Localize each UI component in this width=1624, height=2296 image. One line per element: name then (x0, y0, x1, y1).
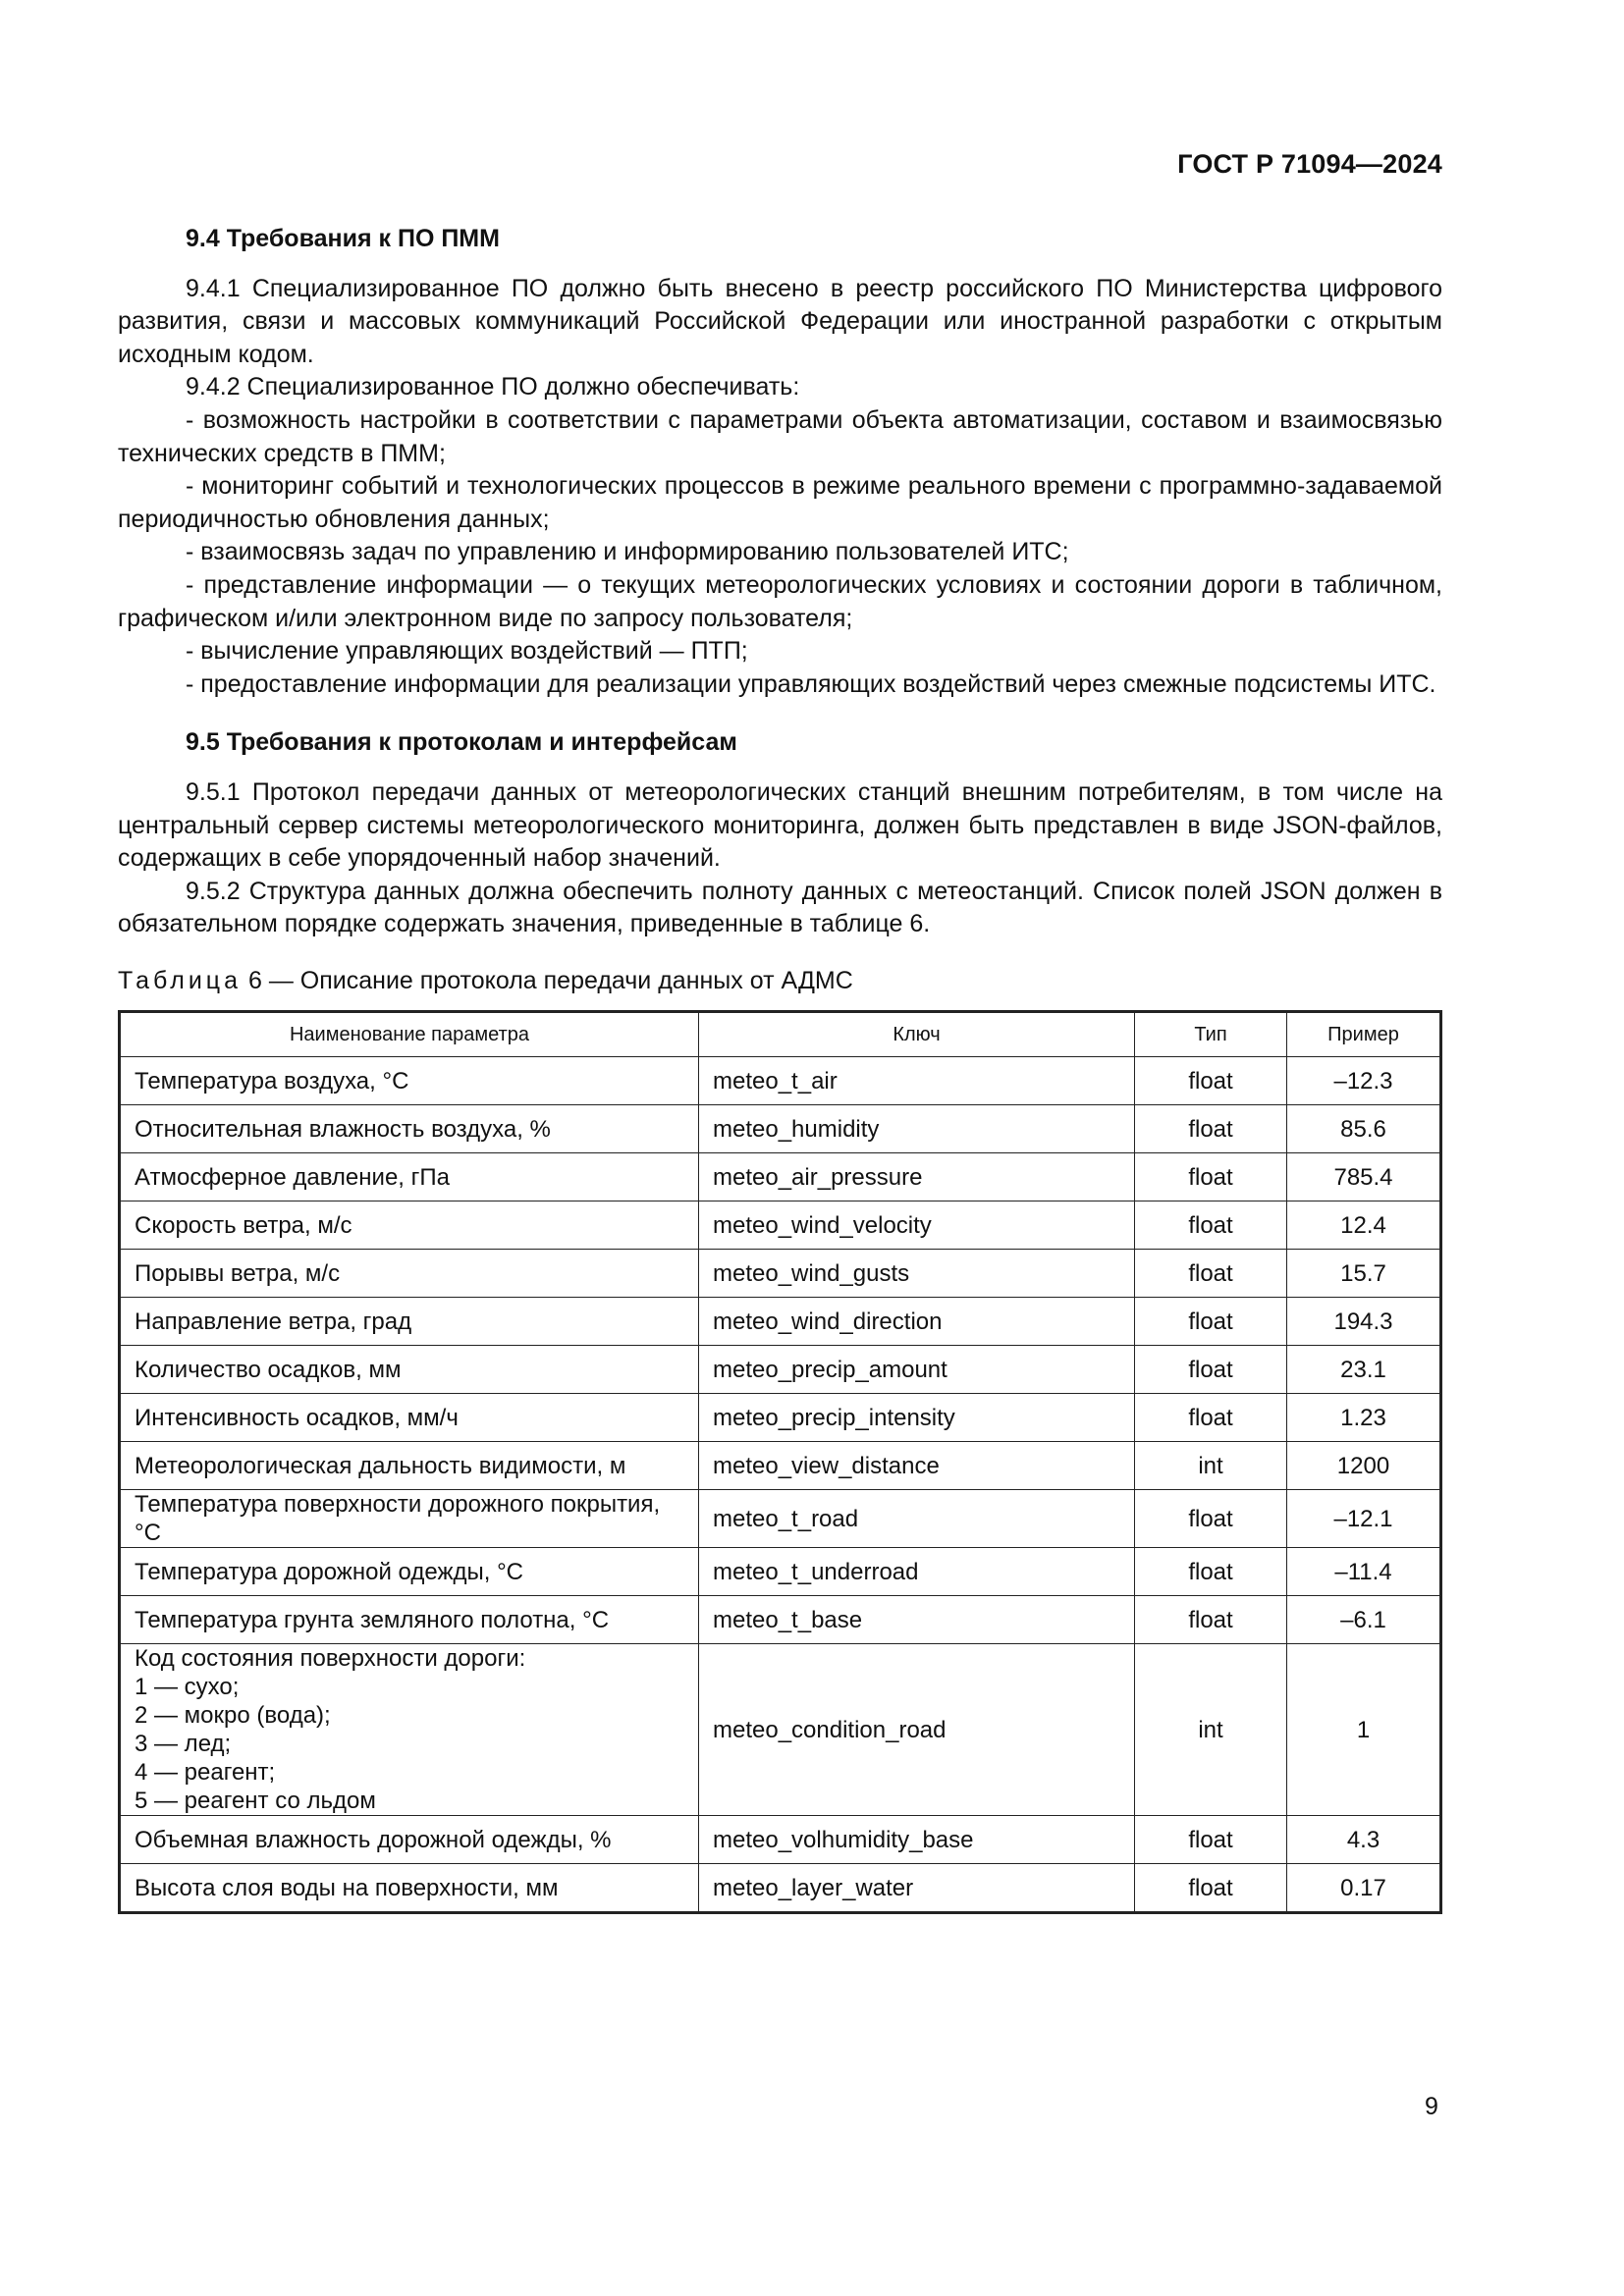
document-code: ГОСТ Р 71094—2024 (1177, 149, 1442, 179)
list-item: - представление информации — о текущих метеорологических условиях и состоянии дороги в табличном, графическом и/или электронном виде по запросу пользователя; (118, 570, 1442, 632)
table-caption (118, 965, 1442, 998)
cell-parameter-name: Интенсивность осадков, мм/ч (120, 1394, 699, 1442)
cell-example: 23.1 (1287, 1346, 1441, 1394)
table-row-condition-code (120, 1644, 1441, 1816)
table-row (120, 1490, 1441, 1548)
cell-key: meteo_t_underroad (699, 1548, 1135, 1596)
cell-parameter-name: Порывы ветра, м/с (120, 1250, 699, 1298)
cell-parameter-name: Температура грунта земляного полотна, °С (120, 1596, 699, 1644)
cell-example: –6.1 (1287, 1596, 1441, 1644)
table-row (120, 1442, 1441, 1490)
list-item: - возможность настройки в соответствии с параметрами объекта автоматизации, составом и взаимосвязью технических средств в ПММ; (118, 405, 1442, 467)
condition-code-2: 2 — мокро (вода); (135, 1702, 331, 1730)
cell-type: float (1135, 1201, 1287, 1250)
cell-type: float (1135, 1346, 1287, 1394)
table-row (120, 1201, 1441, 1250)
cell-example: 194.3 (1287, 1298, 1441, 1346)
table-row (120, 1394, 1441, 1442)
table-row (120, 1250, 1441, 1298)
cell-key: meteo_wind_direction (699, 1298, 1135, 1346)
table-caption-text: 6 — Описание протокола передачи данных от АДМС (247, 966, 853, 994)
list-item: - предоставление информации для реализации управляющих воздействий через смежные подсистемы ИТС. (186, 669, 1436, 698)
cell-type: float (1135, 1864, 1287, 1913)
table-row (120, 1346, 1441, 1394)
cell-key: meteo_humidity (699, 1105, 1135, 1153)
table-row (120, 1153, 1441, 1201)
cell-example: 785.4 (1287, 1153, 1441, 1201)
cell-type: float (1135, 1596, 1287, 1644)
table-row (120, 1596, 1441, 1644)
cell-parameter-name: Направление ветра, град (120, 1298, 699, 1346)
cell-type: float (1135, 1057, 1287, 1105)
cell-type: int (1135, 1644, 1287, 1816)
table-caption-word: Таблица (118, 966, 243, 994)
cell-type: float (1135, 1298, 1287, 1346)
header-key: Ключ (699, 1012, 1135, 1057)
cell-key: meteo_view_distance (699, 1442, 1135, 1490)
cell-parameter-name: Объемная влажность дорожной одежды, % (120, 1816, 699, 1864)
paragraph-9-4-2: 9.4.2 Специализированное ПО должно обеспечивать: (186, 373, 800, 401)
cell-parameter-name: Количество осадков, мм (120, 1346, 699, 1394)
cell-type: float (1135, 1490, 1287, 1548)
header-example: Пример (1287, 1012, 1441, 1057)
cell-example: 1200 (1287, 1442, 1441, 1490)
header-type: Тип (1135, 1012, 1287, 1057)
cell-example: 1.23 (1287, 1394, 1441, 1442)
list-item: - вычисление управляющих воздействий — ПТП; (186, 637, 748, 666)
condition-title: Код состояния поверхности дороги: (135, 1645, 526, 1673)
table-row (120, 1057, 1441, 1105)
paragraph-9-5-2: 9.5.2 Структура данных должна обеспечить полноту данных с метеостанций. Список полей JSON должен в обязательном порядке содержать значения, приведенные в таблице 6. (118, 877, 1442, 938)
table-row (120, 1816, 1441, 1864)
cell-parameter-name: Температура дорожной одежды, °С (120, 1548, 699, 1596)
cell-key: meteo_precip_amount (699, 1346, 1135, 1394)
cell-key: meteo_volhumidity_base (699, 1816, 1135, 1864)
cell-key: meteo_precip_intensity (699, 1394, 1135, 1442)
cell-type: float (1135, 1105, 1287, 1153)
cell-type: float (1135, 1153, 1287, 1201)
page-number: 9 (1425, 2093, 1438, 2120)
cell-parameter-name: Метеорологическая дальность видимости, м (120, 1442, 699, 1490)
list-item: - мониторинг событий и технологических процессов в режиме реального времени с программно-задаваемой периодичностью обновления данных; (118, 472, 1442, 533)
protocol-table (118, 1010, 1442, 1914)
cell-key: meteo_wind_velocity (699, 1201, 1135, 1250)
cell-key: meteo_layer_water (699, 1864, 1135, 1913)
cell-type: float (1135, 1548, 1287, 1596)
cell-type: int (1135, 1442, 1287, 1490)
cell-example: 0.17 (1287, 1864, 1441, 1913)
cell-parameter-name: Атмосферное давление, гПа (120, 1153, 699, 1201)
section-title-9-4: 9.4 Требования к ПО ПММ (186, 225, 500, 252)
cell-key: meteo_t_air (699, 1057, 1135, 1105)
cell-example: –11.4 (1287, 1548, 1441, 1596)
section-title-9-5: 9.5 Требования к протоколам и интерфейсам (186, 728, 737, 757)
page-content (118, 223, 1442, 1914)
cell-key: meteo_t_road (699, 1490, 1135, 1548)
condition-code-4: 4 — реагент; (135, 1759, 276, 1787)
cell-example: –12.3 (1287, 1057, 1441, 1105)
cell-type: float (1135, 1816, 1287, 1864)
paragraph-9-4-1: 9.4.1 Специализированное ПО должно быть внесено в реестр российского ПО Министерства цифрового развития, связи и массовых коммуникаций Российской Федерации или иностранной разработки с открытым исходным кодом. (118, 274, 1442, 368)
cell-example: 12.4 (1287, 1201, 1441, 1250)
condition-code-3: 3 — лед; (135, 1731, 232, 1758)
table-row (120, 1548, 1441, 1596)
cell-example: 4.3 (1287, 1816, 1441, 1864)
table-row (120, 1864, 1441, 1913)
paragraph-9-5-1: 9.5.1 Протокол передачи данных от метеорологических станций внешним потребителям, в том числе на центральный сервер системы метеорологического мониторинга, должен быть представлен в виде JSON-файлов, содержащих в себе упорядоченный набор значений. (118, 777, 1442, 873)
cell-example: 1 (1287, 1644, 1441, 1816)
list-item: - взаимосвязь задач по управлению и информированию пользователей ИТС; (186, 538, 1069, 566)
cell-example: 85.6 (1287, 1105, 1441, 1153)
cell-key: meteo_air_pressure (699, 1153, 1135, 1201)
table-row (120, 1298, 1441, 1346)
cell-example: 15.7 (1287, 1250, 1441, 1298)
cell-type: float (1135, 1394, 1287, 1442)
cell-key: meteo_t_base (699, 1596, 1135, 1644)
cell-parameter-name: Температура воздуха, °С (120, 1057, 699, 1105)
cell-example: –12.1 (1287, 1490, 1441, 1548)
cell-parameter-name: Высота слоя воды на поверхности, мм (120, 1864, 699, 1913)
table-row (120, 1105, 1441, 1153)
cell-parameter-name: Температура поверхности дорожного покрытия, °С (120, 1490, 699, 1548)
table-header-row (120, 1012, 1441, 1057)
cell-parameter-name: Относительная влажность воздуха, % (120, 1105, 699, 1153)
cell-key: meteo_condition_road (699, 1644, 1135, 1816)
cell-parameter-name: Скорость ветра, м/с (120, 1201, 699, 1250)
cell-parameter-name (120, 1644, 699, 1816)
condition-code-1: 1 — сухо; (135, 1674, 240, 1701)
cell-key: meteo_wind_gusts (699, 1250, 1135, 1298)
condition-code-5: 5 — реагент со льдом (135, 1788, 376, 1815)
cell-type: float (1135, 1250, 1287, 1298)
header-parameter-name: Наименование параметра (120, 1012, 699, 1057)
